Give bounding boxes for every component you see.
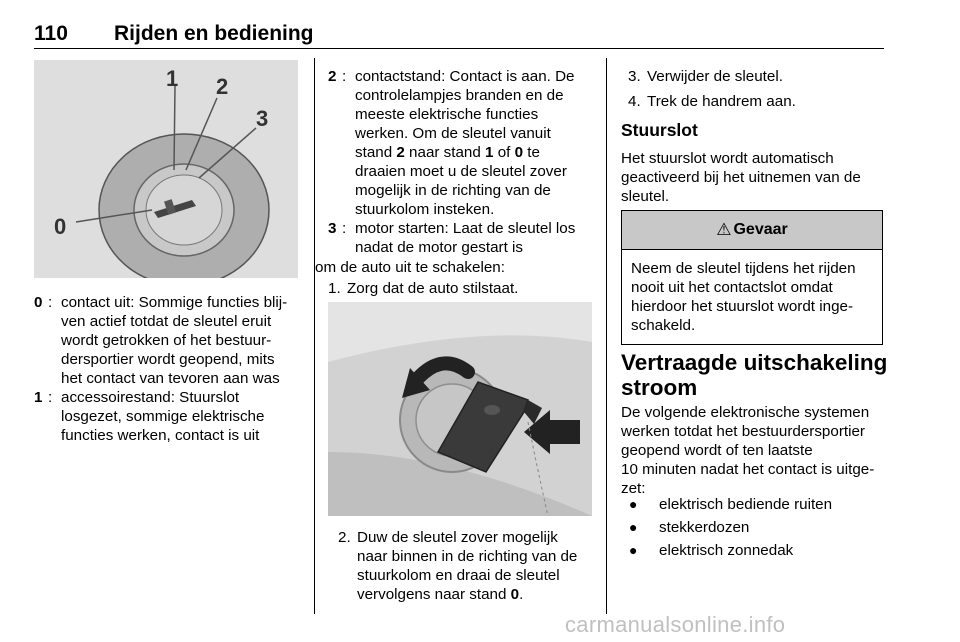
steps-list-c — [628, 67, 878, 111]
list-item: ● elektrisch bediende ruiten — [621, 495, 886, 514]
stuurslot-text: Het stuurslot wordt automatisch geactiveerd bij het uitnemen van de sleutel. — [621, 150, 861, 205]
bullet-icon: ● — [629, 542, 638, 558]
key-insert-figure — [328, 302, 592, 516]
position-key: 3 — [328, 220, 337, 237]
position-desc: motor starten: Laat de sleutel los nadat de motor gestart is — [355, 220, 576, 256]
positions-list-b — [328, 67, 596, 257]
list-item: ● stekkerdozen — [621, 518, 886, 537]
position-desc: contactstand: Contact is aan. De controlelampjes branden en de meeste elektrische functies werken. Om de sleutel vanuit stand 2 naar stand 1 of 0 te draaien moet u de sleutel zover mogelijk in de richting van de stuurkolom insteken. — [355, 68, 575, 218]
steps-list-b — [338, 528, 600, 604]
warning-triangle-icon: ⚠ — [716, 220, 732, 239]
column-divider-1 — [314, 58, 315, 614]
column-divider-2 — [606, 58, 607, 614]
position-key: 0 — [34, 294, 43, 311]
steps-list-a — [328, 279, 596, 298]
list-item: ● elektrisch zonnedak — [621, 541, 886, 560]
step-4: 4. Trek de handrem aan. — [628, 93, 796, 110]
danger-warning-box — [621, 210, 883, 345]
warning-title: Gevaar — [733, 221, 788, 238]
delayed-shutdown-heading: Vertraagde uitschakeling stroom — [621, 350, 888, 400]
step-3: 3. Verwijder de sleutel. — [628, 68, 783, 85]
bullet-icon: ● — [629, 519, 638, 535]
stuurslot-heading: Stuurslot — [621, 120, 698, 140]
page-number: 110 — [34, 22, 68, 45]
warning-header — [622, 211, 882, 250]
warning-body: Neem de sleutel tijdens het rijden nooit uit het contactslot omdat hierdoor het stuurslot wordt inge- schakeld. — [631, 260, 856, 334]
bullet-icon: ● — [629, 496, 638, 512]
running-title: Rijden en bediening — [114, 22, 314, 45]
step-2: 2. Duw de sleutel zover mogelijk naar binnen in de richting van de stuurkolom en draai de sleutel vervolgens naar stand 0. — [338, 529, 578, 603]
ignition-positions-figure — [34, 60, 298, 278]
label-position-3: 3 — [256, 106, 269, 131]
position-0-entry: 0 : contact uit: Sommige functies blij- ven actief totdat de sleutel eruit wordt getrokken of het bestuur- dersportier wordt geopend, mits het contact van tevoren aan was — [34, 293, 299, 388]
position-desc: accessoirestand: Stuurslot losgezet, sommige elektrische functies werken, contact is uit — [61, 389, 265, 444]
label-position-1: 1 — [166, 66, 179, 91]
delayed-systems-list — [621, 495, 886, 564]
positions-list-a — [34, 293, 299, 445]
position-1-entry: 1 : accessoirestand: Stuurslot losgezet, sommige elektrische functies werken, contact is uit — [34, 388, 299, 445]
page-header — [34, 22, 884, 49]
switch-off-intro: om de auto uit te schakelen: — [315, 259, 505, 276]
position-3-entry: 3 : motor starten: Laat de sleutel los nadat de motor gestart is — [328, 219, 596, 257]
step-1: 1. Zorg dat de auto stilstaat. — [328, 280, 519, 297]
label-position-2: 2 — [216, 74, 229, 99]
watermark: carmanualsonline.info — [565, 612, 786, 637]
position-desc: contact uit: Sommige functies blij- ven actief totdat de sleutel eruit wordt getrokken of het bestuur- dersportier wordt geopend, mits het contact van tevoren aan was — [61, 294, 288, 387]
position-key: 1 — [34, 389, 43, 406]
position-2-entry: 2 : contactstand: Contact is aan. De controlelampjes branden en de meeste elektrische functies werken. Om de sleutel vanuit stand 2 naar stand 1 of 0 te draaien moet u de sleutel zover mogelijk in de richting van de stuurkolom insteken. — [328, 67, 596, 219]
position-key: 2 — [328, 68, 337, 85]
delayed-shutdown-text: De volgende elektronische systemen werken totdat het bestuurdersportier geopend wordt of ten laatste 10 minuten nadat het contact is uitge- zet: — [621, 404, 875, 497]
label-position-0: 0 — [54, 214, 67, 239]
